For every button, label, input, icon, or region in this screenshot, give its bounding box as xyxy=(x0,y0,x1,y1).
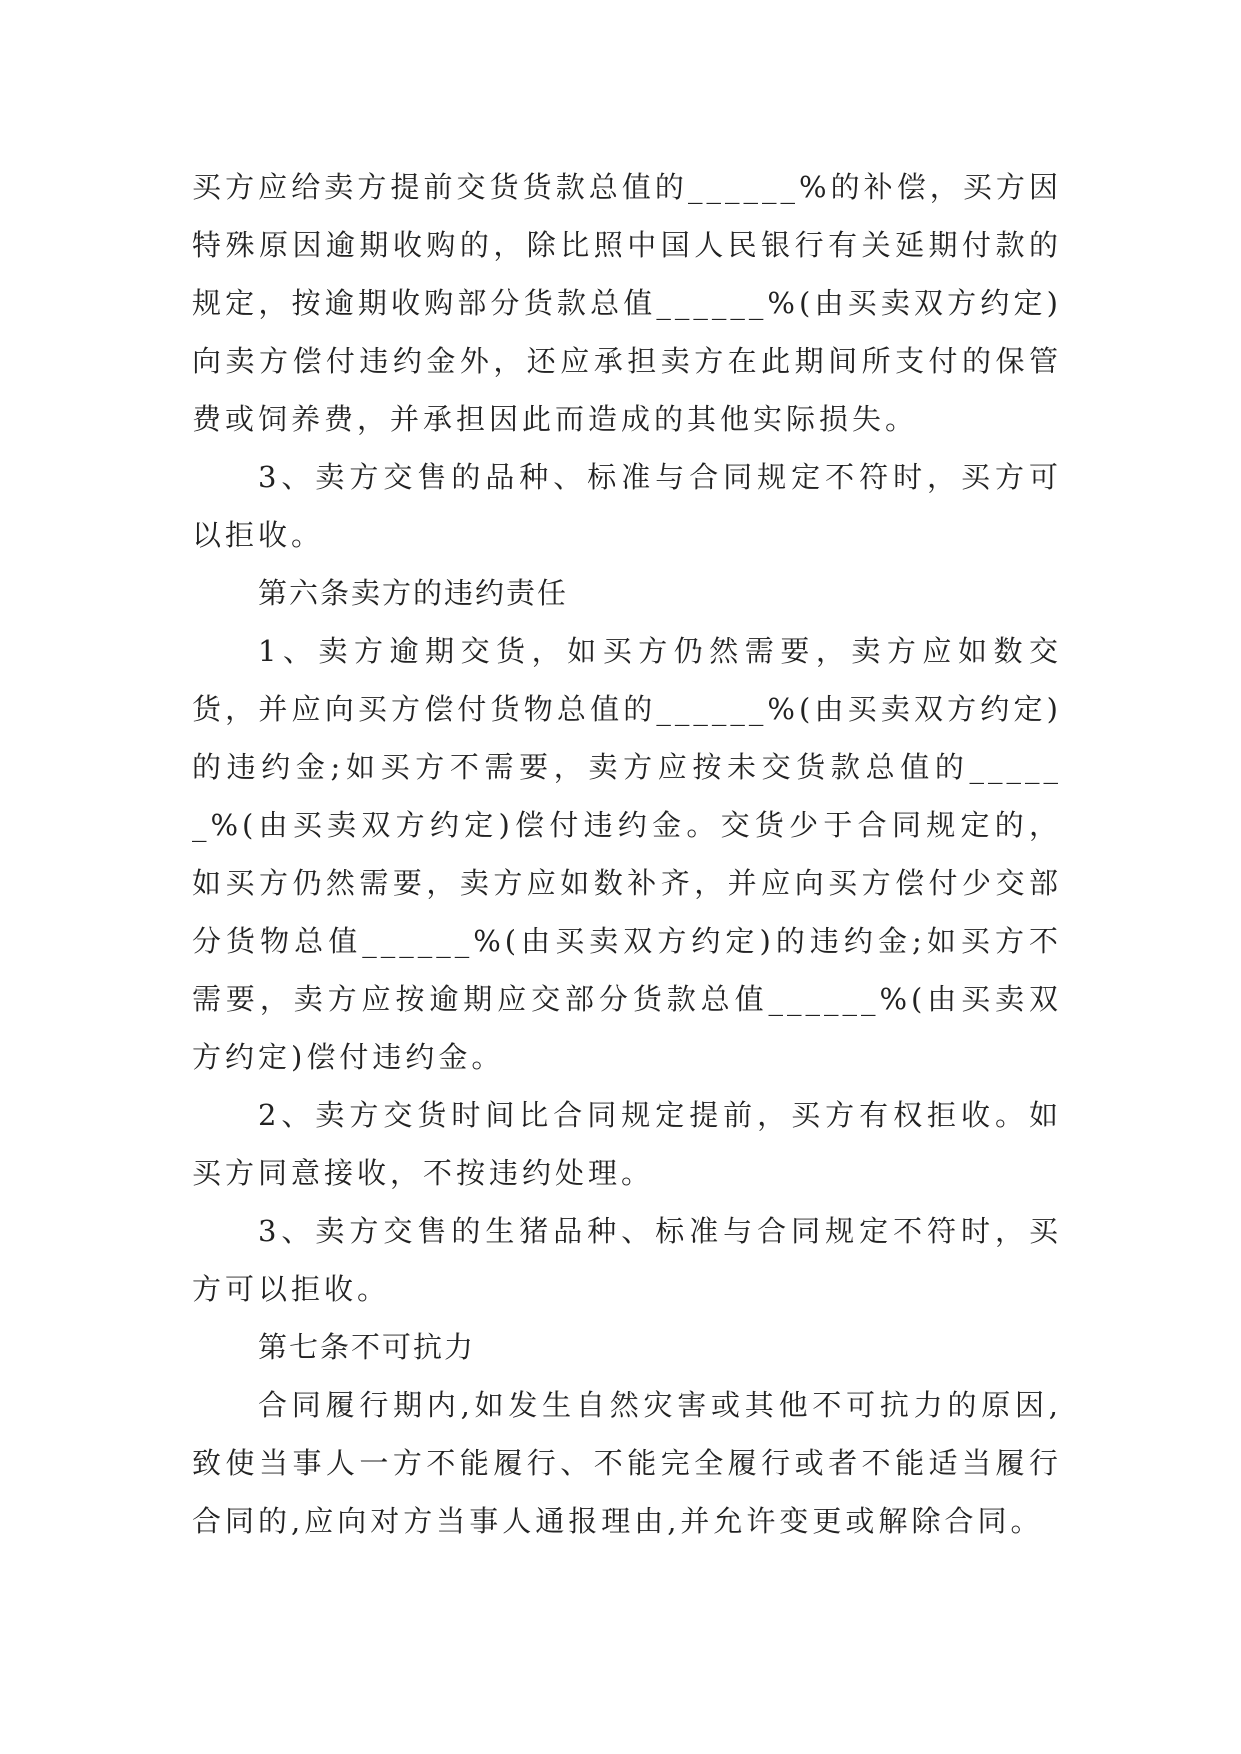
article-6-heading: 第六条卖方的违约责任 xyxy=(258,576,569,610)
paragraph-buyer-compensation: 买方应给卖方提前交货货款总值的______%的补偿，买方因特殊原因逾期收购的，除比照中国人民银行有关延期付款的规定，按逾期收购部分货款总值______%(由买卖双方约定)向卖方偿付违约金外，还应承担卖方在此期间所支付的保管费或饲养费，并承担因此而造成的其他实际损失。 xyxy=(192,170,1062,436)
paragraph-seller-item-2: 2、卖方交货时间比合同规定提前，买方有权拒收。如买方同意接收，不按违约处理。 xyxy=(192,1098,1062,1190)
article-7-heading: 第七条不可抗力 xyxy=(258,1330,476,1364)
paragraph-seller-item-3: 3、卖方交售的生猪品种、标准与合同规定不符时，买方可以拒收。 xyxy=(192,1214,1062,1306)
paragraph-force-majeure: 合同履行期内,如发生自然灾害或其他不可抗力的原因,致使当事人一方不能履行、不能完全履行或者不能适当履行合同的,应向对方当事人通报理由,并允许变更或解除合同。 xyxy=(192,1388,1062,1538)
paragraph-buyer-item-3: 3、卖方交售的品种、标准与合同规定不符时，买方可以拒收。 xyxy=(192,460,1062,552)
paragraph-seller-item-1: 1、卖方逾期交货，如买方仍然需要，卖方应如数交货，并应向买方偿付货物总值的______%(由买卖双方约定)的违约金;如买方不需要，卖方应按未交货款总值的______%(由买卖双方约定)偿付违约金。交货少于合同规定的，如买方仍然需要，卖方应如数补齐，并应向买方偿付少交部分货物总值______%(由买卖双方约定)的违约金;如买方不需要，卖方应按逾期应交部分货款总值______%(由买卖双方约定)偿付违约金。 xyxy=(192,634,1062,1074)
document-body xyxy=(192,158,1062,1550)
